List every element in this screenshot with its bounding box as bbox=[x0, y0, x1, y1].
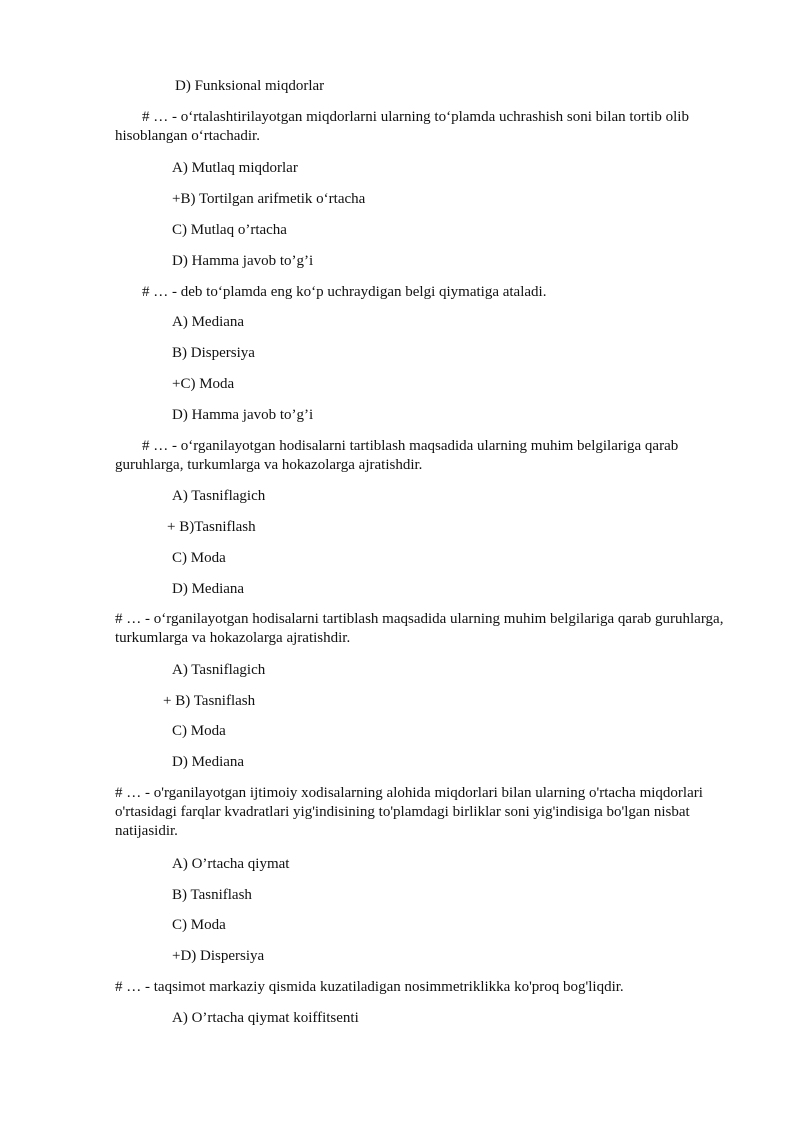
option-text: C) Moda bbox=[172, 550, 226, 566]
option-text: +D) Dispersiya bbox=[172, 948, 265, 964]
option-text: +B) Tortilgan arifmetik o‘rtacha bbox=[172, 191, 366, 207]
question-text: # … - o‘rganilayotgan hodisalarni tartiblash maqsadida ularning muhim belgilariga qarab guruhlarga, turkumlarga va hokazolarga ajratishdir. bbox=[115, 611, 724, 646]
question-text: # … - o‘rtalashtirilayotgan miqdorlarni ularning to‘plamda uchrashish soni bilan tortib olib hisoblangan o‘rtachadir. bbox=[115, 109, 689, 144]
question-text: # … - deb to‘plamda eng ko‘p uchraydigan belgi qiymatiga ataladi. bbox=[142, 284, 547, 300]
option-text: A) Tasniflagich bbox=[172, 488, 266, 504]
option-text: + B) Tasniflash bbox=[163, 693, 256, 709]
option-text: A) Mutlaq miqdorlar bbox=[172, 160, 298, 176]
option-text: D) Mediana bbox=[172, 581, 245, 597]
option-text: D) Hamma javob to’g’i bbox=[172, 253, 314, 269]
option-text: D) Funksional miqdorlar bbox=[175, 78, 325, 94]
question-text: # … - taqsimot markaziy qismida kuzatiladigan nosimmetriklikka ko'proq bog'liqdir. bbox=[115, 979, 624, 995]
option-text: B) Tasniflash bbox=[172, 887, 252, 903]
option-text: C) Mutlaq o’rtacha bbox=[172, 222, 287, 238]
option-text: B) Dispersiya bbox=[172, 345, 255, 361]
option-text: A) Tasniflagich bbox=[172, 662, 266, 678]
option-text: A) Mediana bbox=[172, 314, 245, 330]
question-text: # … - o'rganilayotgan ijtimoiy xodisalarning alohida miqdorlari bilan ularning o'rtacha miqdorlari o'rtasidagi farqlar kvadratlari yig'indisining to'plamdagi birliklar soni yig'indisiga bo'lgan nisbat natijasidir. bbox=[115, 785, 703, 839]
option-text: + B)Tasniflash bbox=[167, 519, 256, 535]
option-text: D) Mediana bbox=[172, 754, 245, 770]
option-text: +C) Moda bbox=[172, 376, 235, 392]
option-text: C) Moda bbox=[172, 917, 226, 933]
option-text: A) O’rtacha qiymat koiffitsenti bbox=[172, 1010, 359, 1026]
option-text: C) Moda bbox=[172, 723, 226, 739]
question-text: # … - o‘rganilayotgan hodisalarni tartiblash maqsadida ularning muhim belgilariga qarab guruhlarga, turkumlarga va hokazolarga ajratishdir. bbox=[115, 438, 679, 473]
option-text: A) O’rtacha qiymat bbox=[172, 856, 290, 872]
option-text: D) Hamma javob to’g’i bbox=[172, 407, 314, 423]
